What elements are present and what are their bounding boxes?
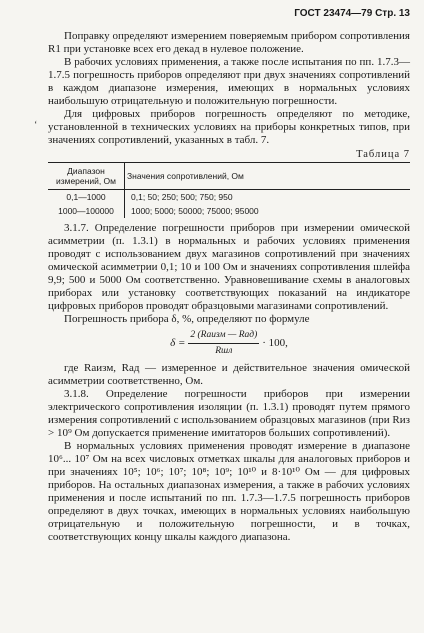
paragraph: В нормальных условиях применения проводят измерение в диапазоне 10⁶... 10⁷ Ом на всех числовых отметках шкалы для аналоговых приборов и при значениях 10⁵; 10⁶; 10⁷; 10⁸; 10⁹; 10¹⁰ и 8·10¹⁰ Ом — для цифровых приборов. На остальных диапазонах измерения, а также в рабочих условиях применения и после испытаний по пп. 1.7.3—1.7.5 погрешность приборов определяют в двух точках, имеющих в нормальных условиях наибольшую отрицательную и положительную погрешности, и в точках, соответствующих концу шкалы каждого диапазона. [48, 440, 410, 543]
paragraph: В рабочих условиях применения, а также после испытания по пп. 1.7.3—1.7.5 погрешность приборов определяют при двух значениях сопротивлений в каждом диапазоне измерения, имеющих в нормальных условиях наибольшую отрицательную и положительную погрешности. [48, 56, 410, 107]
table-row [48, 204, 410, 218]
paragraph: 3.1.7. Определение погрешности приборов при измерении омической асимметрии (п. 1.3.1) в нормальных и рабочих условиях применения проводят с использованием двух магазинов сопротивлений при значениях омической асимметрии 0,1; 10 и 100 Ом и значениях сопротивления шлейфа 9,9; 500 и 5000 Ом соответственно. Уравновешивание схемы в аналоговых приборах или установку соответствующих показаний на индикаторе цифровых приборов проводят образцовыми магазинами сопротивлений. [48, 222, 410, 312]
formula-denominator: Rшл [215, 346, 233, 356]
margin-mark: ʻ [34, 120, 38, 131]
paragraph: 3.1.8. Определение погрешности приборов при измерении электрического сопротивления изоляции (п. 1.3.1) проводят путем прямого измерения сопротивлений с использованием образцовых магазинов (при Rиз > 10⁹ Ом допускается применение имитаторов больших сопротивлений). [48, 388, 410, 439]
page-header: ГОСТ 23474—79 Стр. 13 [294, 8, 410, 19]
body-text [48, 30, 410, 544]
table-header-range: Диапазон измерений, Ом [48, 163, 125, 190]
table-header-values: Значения сопротивлений, Ом [125, 163, 411, 190]
table-caption: Таблица 7 [356, 149, 410, 160]
paragraph: Поправку определяют измерением поверяемым прибором сопротивления R1 при установке всех его декад в нулевое положение. [48, 30, 410, 55]
formula [48, 329, 410, 358]
table-row [48, 190, 410, 205]
paragraph: Для цифровых приборов погрешность определяют по методике, установленной в технических условиях на приборы конкретных типов, при значениях сопротивлений, указанных в табл. 7. [48, 108, 410, 146]
formula-lhs: δ = [170, 337, 186, 349]
formula-tail: · 100, [262, 337, 288, 349]
formula-fraction [188, 329, 259, 358]
formula-numerator: 2 (Rаизм — Rад) [188, 329, 259, 344]
paragraph: Погрешность прибора δ, %, определяют по формуле [64, 313, 310, 325]
paragraph: где Rаизм, Rад — измеренное и действительное значения омической асимметрии соответственно, Ом. [48, 362, 410, 387]
table-cell-values: 1000; 5000; 50000; 75000; 95000 [131, 206, 259, 216]
table-cell-range: 0,1—1000 [48, 190, 125, 205]
table-7 [48, 162, 410, 218]
table-cell-values: 0,1; 50; 250; 500; 750; 950 [131, 192, 233, 202]
table-cell-range: 1000—100000 [48, 204, 125, 218]
